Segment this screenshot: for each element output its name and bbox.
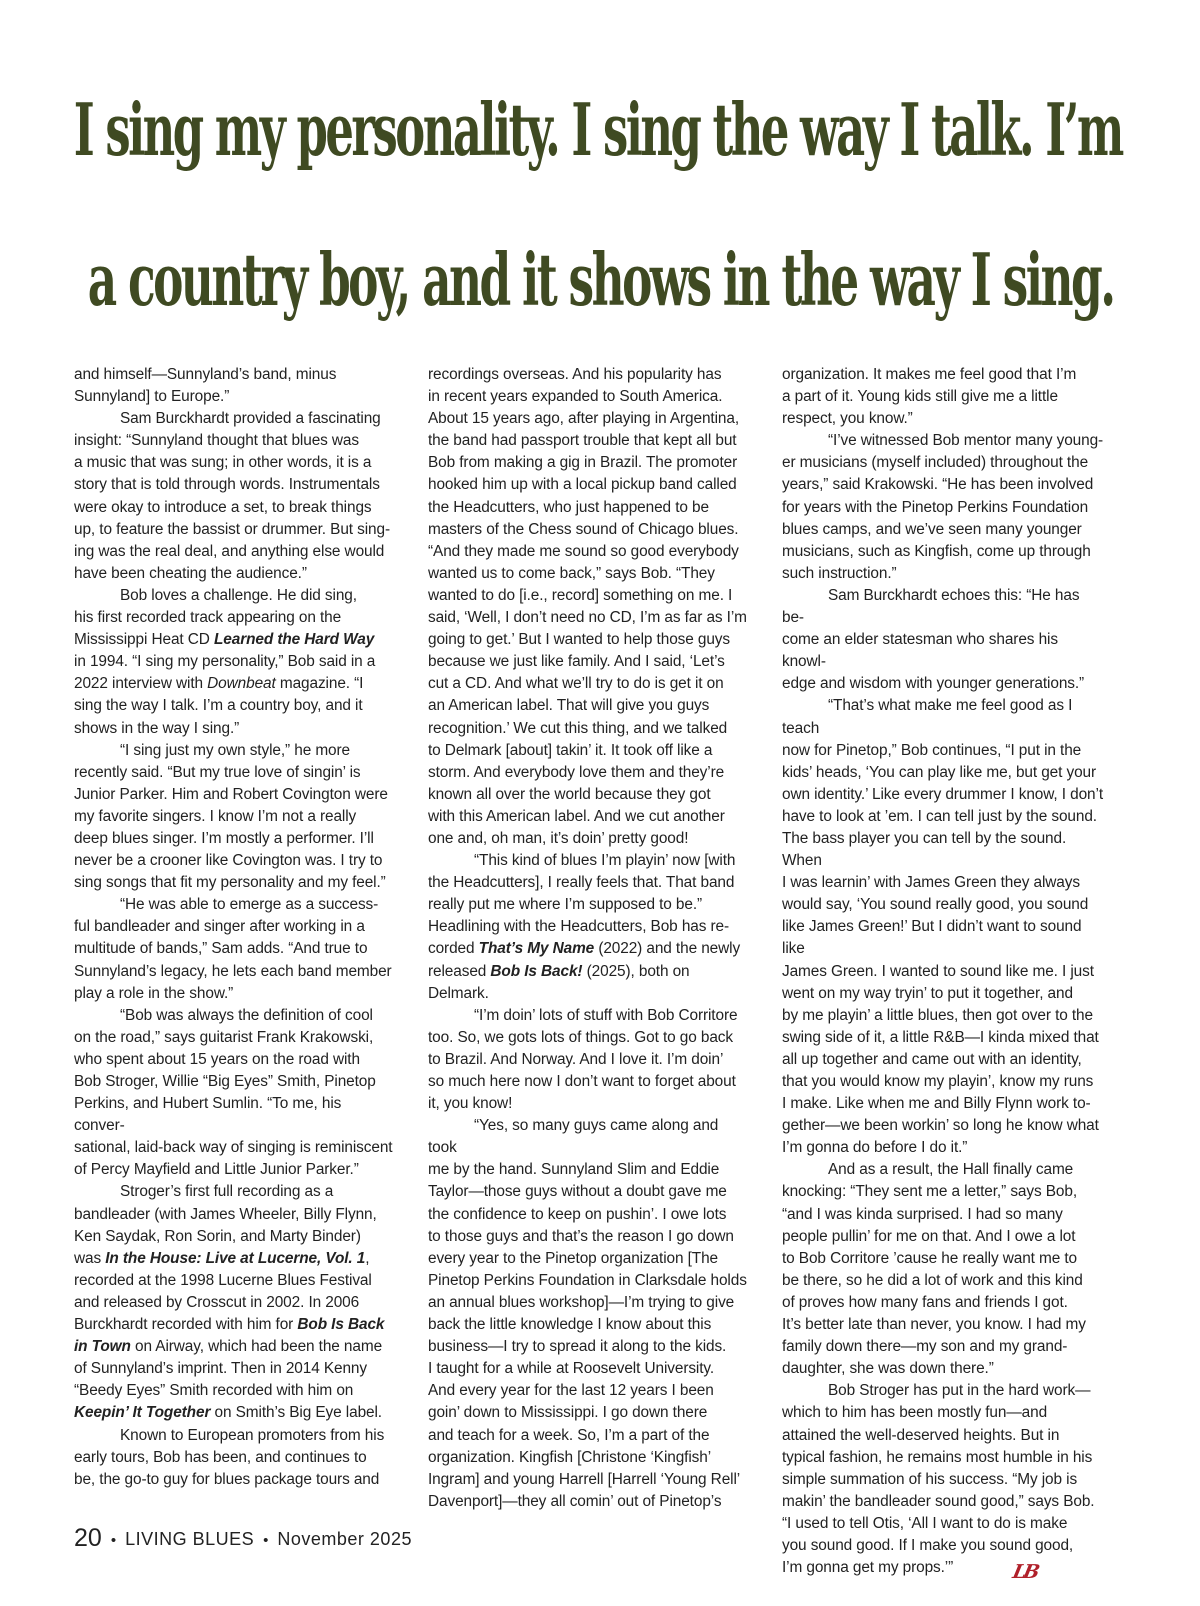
body-paragraph [428, 1005, 750, 1115]
text-run: “He was able to emerge as a success- ful bandleader and singer after working in a multitude of bands,” Sam adds. “And true to Sunnyland’s legacy, he lets each band member play a role in the show.” [74, 896, 392, 1002]
body-paragraph [782, 1380, 1104, 1583]
album-title: Keepin’ It Together [74, 1404, 211, 1422]
album-title: That’s My Name [478, 940, 595, 958]
end-mark-logo: LB [1010, 1561, 1039, 1584]
footer-separator: • [263, 1532, 269, 1549]
text-run: Sam Burckhardt provided a fascinating insight: “Sunnyland thought that blues was a music that was sung; in other words, it is a story that is told through words. Instrumentals were okay to introduce a set, to break things up, to feature the bassist or drummer. But sing- ing was the real deal, and anything else would have been cheating the audience.” [74, 410, 390, 582]
text-run: magazine. “I sing the way I talk. I’m a country boy, and it shows in the way I sing.” [74, 675, 364, 737]
text-run: organization. It makes me feel good that I’m a part of it. Young kids still give me a little respect, you know.” [782, 366, 1077, 428]
body-paragraph [74, 1425, 396, 1491]
text-run: Bob Stroger has put in the hard work— which to him has been mostly fun—and attained the well-deserved heights. But in typical fashion, he remains most humble in his simple summation of his success. “My job is makin’ the bandleader sound good,” says Bob. “I used to tell Otis, ‘All I want to do is make you sound good. If I make you sound good, I’m gonna get my props.’” [782, 1382, 1095, 1577]
article-column-1 [74, 364, 396, 1491]
text-run: “I’ve witnessed Bob mentor many young- er musicians (myself included) throughout the years,” said Krakowski. “He has been involved for years with the Pinetop Perkins Foundation blues camps, and we’ve seen many younger musicians, such as Kingfish, come up through such instruction.” [782, 432, 1104, 582]
issue-date: November 2025 [277, 1529, 412, 1549]
text-run: (2022) and the newly released [428, 940, 741, 980]
album-title: Bob Is Back! [490, 962, 583, 980]
article-column-2 [428, 364, 750, 1513]
text-run: And as a result, the Hall finally came knocking: “They sent me a letter,” says Bob, “and I was kinda surprised. I had so many people pullin’ for me on that. And I owe a lot to Bob Corritore ’cause he really want me to be there, so he did a lot of work and this kind of proves how many fans and friends I got. It’s better late than never, you know. I had my family down there—my son and my grand- daughter, she was down there.” [782, 1161, 1086, 1378]
text-run: “Yes, so many guys came along and took me by the hand. Sunnyland Slim and Eddie Taylor—those guys without a doubt gave me the confidence to keep on pushin’. I owe lots to those guys and that’s the reason I go down every year to the Pinetop organization [The Pinetop Perkins Foundation in Clarksdale holds an annual blues workshop]—I’m trying to give back the little knowledge I know about this business—I try to spread it along to the kids. I taught for a while at Roosevelt University. And every year for the last 12 years I been goin’ down to Mississippi. I go down there and teach for a week. So, I’m a part of the organization. Kingfish [Christone ‘Kingfish’ Ingram] and young Harrell [Harrell ‘Young Rell’ Davenport]—they all comin’ out of Pinetop’s [428, 1117, 747, 1510]
body-paragraph [428, 1115, 750, 1513]
body-paragraph [782, 364, 1104, 430]
body-paragraph [74, 364, 396, 408]
text-run: Known to European promoters from his early tours, Bob has been, and continues to be, the go-to guy for blues package tours and [74, 1426, 385, 1488]
body-paragraph [428, 364, 750, 850]
text-run: “This kind of blues I’m playin’ now [with the Headcutters], I really feels that. That band really put me where I’m supposed to be.” Headlining with the Headcutters, Bob has re- corded [428, 852, 736, 958]
page-footer [74, 1524, 412, 1553]
body-paragraph [782, 1159, 1104, 1380]
text-run: Sam Burckhardt echoes this: “He has be- come an elder statesman who shares his knowl- edge and wisdom with younger generations.” [782, 586, 1085, 693]
text-run: and himself—Sunnyland’s band, minus Sunnyland] to Europe.” [74, 366, 337, 406]
body-paragraph [782, 585, 1104, 695]
text-run: on Airway, which had been the name of Sunnyland’s imprint. Then in 2014 Kenny “Beedy Eyes” Smith recorded with him on [74, 1338, 383, 1400]
album-title: In the House: Live at Lucerne, Vol. 1 [105, 1249, 366, 1267]
text-run: “I’m doin’ lots of stuff with Bob Corritore too. So, we gots lots of things. Got to go back to Brazil. And Norway. And I love it. I’m doin’ so much here now I don’t want to forget about it, you know! [428, 1006, 738, 1113]
text-run: in 1994. “I sing my personality,” Bob said in a 2022 interview with [74, 653, 376, 693]
body-paragraph [782, 695, 1104, 1159]
pull-quote [60, 55, 1140, 355]
article-column-3 [782, 364, 1104, 1583]
text-run: “That’s what make me feel good as I teach now for Pinetop,” Bob continues, “I put in the kids’ heads, ‘You can play like me, but get your own identity.’ Like every drummer I know, I don’t have to look at ’em. I can tell just by the sound. The bass player you can tell by the sound. When I was learnin’ with James Green they always would say, ‘You sound really good, you sound like James Green!’ But I didn’t want to sound like James Green. I wanted to sound like me. I just went on my way tryin’ to put it together, and by me playin’ a little blues, then got over to the swing side of it, a little R&B—I kinda mixed that all up together and came out with an identity, that you would know my playin’, know my runs I make. Like when me and Billy Flynn work to- gether—we been workin’ so long he know what I’m gonna do before I do it.” [782, 697, 1104, 1157]
text-run: (2025), both on Delmark. [428, 962, 690, 1002]
footer-separator: • [110, 1532, 117, 1549]
body-paragraph [74, 1005, 396, 1182]
text-run: recordings overseas. And his popularity has in recent years expanded to South America. About 15 years ago, after playing in Argentina, the band had passport trouble that kept all but Bob from making a gig in Brazil. The promoter hooked him up with a local pickup band called the Headcutters, who just happened to be masters of the Chess sound of Chicago blues. “And they made me sound so good everybody wanted us to come back,” says Bob. “They wanted to do [i.e., record] something on me. I said, ‘Well, I don’t need no CD, I’m as far as I’m going to get.’ But I wanted to help those guys because we just like family. And I said, ‘Let’s cut a CD. And what we’ll try to do is get it on an American label. That will give you guys recognition.’ We cut this thing, and we talked to Delmark [about] takin’ it. It took off like a storm. And everybody love them and they’re known all over the world because they got with this American label. And we cut another one and, oh man, it’s doin’ pretty good! [428, 366, 747, 847]
text-run: “Bob was always the definition of cool on the road,” says guitarist Frank Krakowski, who spent about 15 years on the road with Bob Stroger, Willie “Big Eyes” Smith, Pinetop Perkins, and Hubert Sumlin. “To me, his conver- sational, laid-back way of singing is reminiscent of Percy Mayfield and Little Junior Parker.” [74, 1006, 393, 1179]
text-run: Bob loves a challenge. He did sing, his first recorded track appearing on the Mississippi Heat CD [74, 586, 357, 649]
text-run: on Smith’s Big Eye label. [210, 1404, 382, 1422]
pull-quote-line-2: a country boy, and it shows in the way I sing. [87, 237, 1114, 322]
body-paragraph [74, 740, 396, 895]
body-paragraph [74, 408, 396, 585]
body-paragraph [74, 894, 396, 1004]
pull-quote-line-1: I sing my personality. I sing the way I talk. I’m [73, 87, 1122, 172]
publication-title: Downbeat [207, 675, 276, 693]
text-run: Stroger’s first full recording as a bandleader (with James Wheeler, Billy Flynn, Ken Saydak, Ron Sorin, and Marty Binder) was [74, 1183, 377, 1267]
body-paragraph [782, 430, 1104, 585]
body-paragraph [428, 850, 750, 1005]
body-paragraph [74, 585, 396, 740]
text-run: , recorded at the 1998 Lucerne Blues Festival and released by Crosscut in 2002. In 2006 Burckhardt recorded with him for [74, 1249, 372, 1334]
body-paragraph [74, 1181, 396, 1424]
magazine-name: LIVING BLUES [125, 1529, 255, 1549]
text-run: “I sing just my own style,” he more recently said. “But my true love of singin’ is Junior Parker. Him and Robert Covington were my favorite singers. I know I’m not a really deep blues singer. I’m mostly a performer. I’ll never be a crooner like Covington was. I try to sing songs that fit my personality and my feel.” [74, 741, 388, 892]
page-number: 20 [74, 1524, 102, 1552]
album-title: Learned the Hard Way [213, 631, 375, 649]
album-title: Bob Is Back in Town [74, 1316, 385, 1356]
